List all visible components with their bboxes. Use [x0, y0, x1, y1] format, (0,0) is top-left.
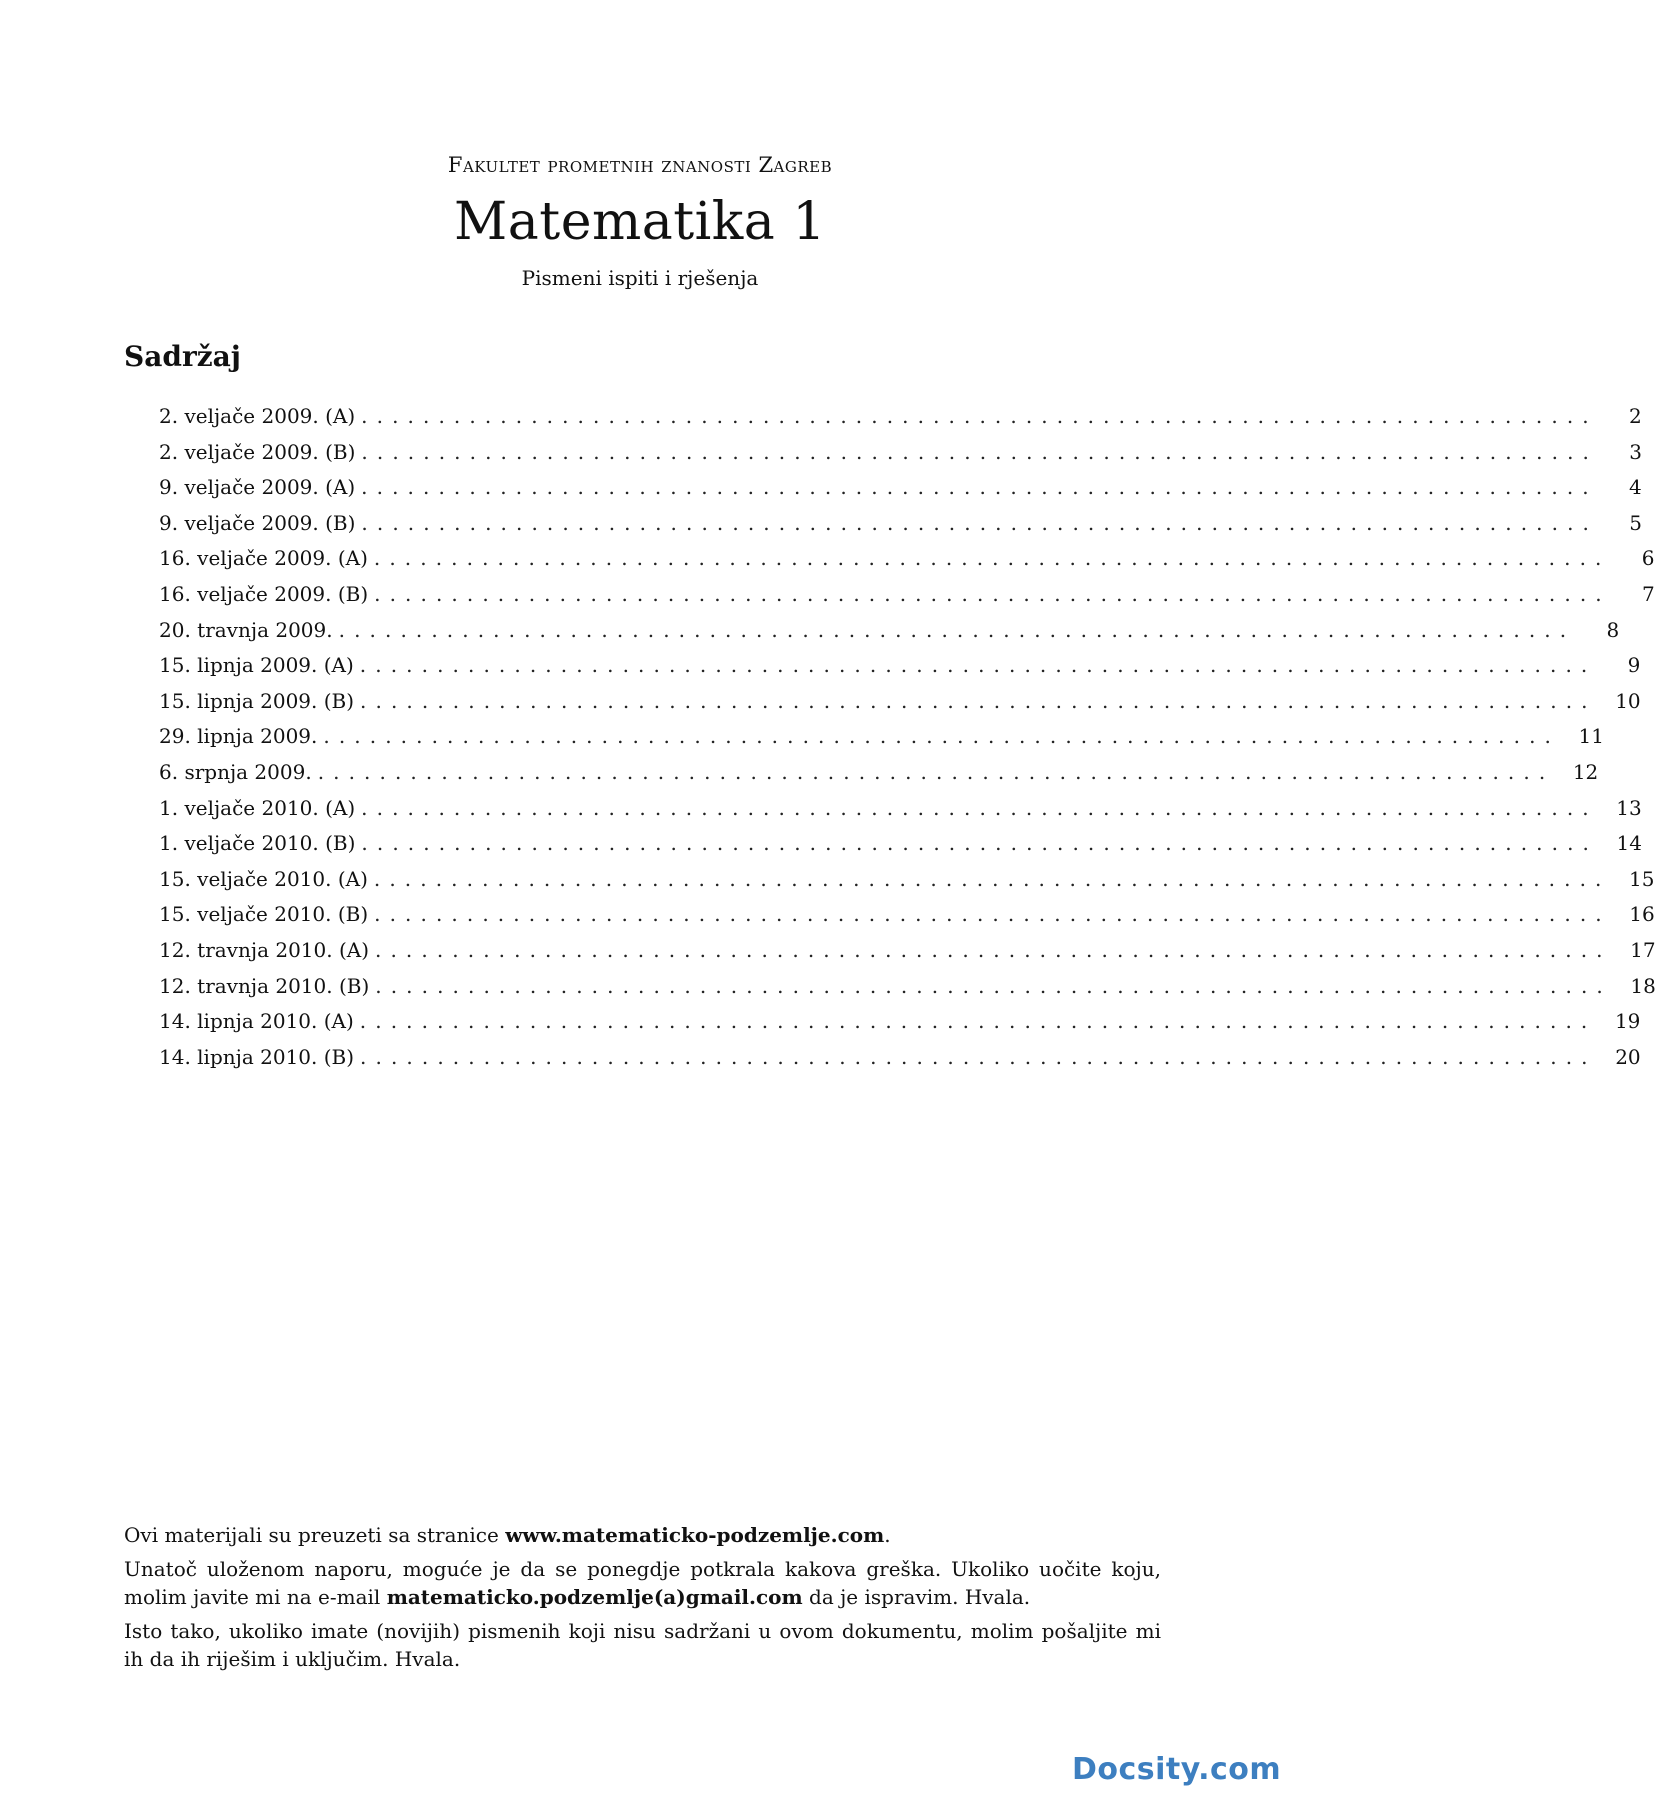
footer-source-text: Ovi materijali su preuzeti sa stranice — [124, 1523, 506, 1547]
toc-entry-label: 6. srpnja 2009. — [159, 759, 312, 784]
toc-leader-dots: ................................................................................ — [360, 688, 1597, 713]
document-subtitle: Pismeni ispiti i rješenja — [521, 266, 759, 290]
institution-name: Fakultet prometnih znanosti Zagreb — [447, 153, 833, 177]
toc-entry-page: 6 — [1641, 546, 1655, 571]
toc-leader-dots: ................................................................................ — [361, 475, 1598, 500]
toc-entry[interactable] — [159, 617, 1620, 654]
toc-entry-label: 9. veljače 2009. (B) — [159, 510, 356, 535]
toc-entry[interactable] — [159, 795, 1642, 832]
toc-leader-dots: ................................................................................ — [375, 973, 1612, 998]
toc-entry[interactable] — [159, 973, 1656, 1010]
footer-notes — [124, 1521, 1161, 1679]
toc-entry[interactable] — [159, 866, 1655, 903]
toc-leader-dots: ................................................................................ — [361, 795, 1598, 820]
toc-entry[interactable] — [159, 546, 1655, 582]
toc-entry-page: 11 — [1578, 724, 1604, 749]
toc-entry-page: 19 — [1614, 1009, 1641, 1034]
toc-entry-page: 12 — [1572, 759, 1599, 784]
footer-error-suffix: da je ispravim. Hvala. — [802, 1585, 1031, 1609]
toc-leader-dots: ................................................................................ — [373, 866, 1611, 891]
table-of-contents — [159, 404, 1656, 1080]
toc-entry-page: 16 — [1629, 902, 1655, 927]
toc-entry-label: 14. lipnja 2010. (A) — [159, 1009, 354, 1034]
toc-entry-page: 14 — [1616, 831, 1642, 856]
toc-entry[interactable] — [159, 404, 1642, 440]
toc-leader-dots: ................................................................................ — [359, 653, 1597, 678]
toc-entry-page: 18 — [1630, 973, 1656, 998]
toc-entry-label: 12. travnja 2010. (B) — [159, 973, 370, 998]
toc-entry-label: 2. veljače 2009. (A) — [159, 404, 356, 428]
toc-entry-label: 15. lipnja 2009. (A) — [159, 653, 354, 678]
toc-entry-page: 2 — [1629, 404, 1642, 428]
toc-entry-page: 9 — [1627, 653, 1641, 678]
footer-source-note — [124, 1521, 1161, 1549]
toc-entry[interactable] — [159, 510, 1642, 547]
toc-entry-label: 29. lipnja 2009. — [159, 724, 318, 749]
toc-entry-label: 20. travnja 2009. — [159, 617, 333, 642]
toc-entry-label: 16. veljače 2009. (B) — [159, 581, 369, 606]
toc-leader-dots: ................................................................................ — [361, 404, 1598, 428]
toc-entry[interactable] — [159, 831, 1642, 867]
footer-request-note: Isto tako, ukoliko imate (novijih) pismenih koji nisu sadržani u ovom dokumentu, molim pošaljite mi ih da ih riješim i uključim. Hvala. — [124, 1619, 1161, 1671]
toc-leader-dots: ................................................................................ — [373, 546, 1611, 571]
toc-entry[interactable] — [159, 688, 1641, 725]
footer-error-text: Unatoč uloženom naporu, moguće je da se ponegdje potkrala kakova greška. Ukoliko uočite koju, molim javite mi na e-mail — [124, 1557, 1161, 1609]
toc-entry-label: 14. lipnja 2010. (B) — [159, 1044, 355, 1069]
toc-entry-label: 15. veljače 2010. (B) — [159, 902, 369, 927]
toc-entry[interactable] — [159, 439, 1642, 476]
toc-entry-page: 15 — [1629, 866, 1655, 891]
toc-entry-page: 5 — [1629, 510, 1642, 535]
toc-leader-dots: ................................................................................ — [317, 759, 1555, 784]
toc-entry-page: 17 — [1630, 937, 1656, 962]
toc-entry-page: 13 — [1616, 795, 1642, 820]
toc-entry[interactable] — [159, 1009, 1641, 1045]
toc-leader-dots: ................................................................................ — [374, 581, 1611, 606]
toc-entry-label: 15. veljače 2010. (A) — [159, 866, 368, 891]
toc-leader-dots: ................................................................................ — [374, 902, 1611, 927]
toc-entry-label: 2. veljače 2009. (B) — [159, 439, 356, 464]
footer-error-note — [124, 1555, 1161, 1611]
footer-source-suffix: . — [884, 1523, 891, 1547]
toc-entry[interactable] — [159, 759, 1599, 796]
docsity-watermark: Docsity.com — [1072, 1752, 1282, 1787]
toc-entry[interactable] — [159, 653, 1641, 689]
toc-entry-page: 8 — [1606, 617, 1620, 642]
source-website-link[interactable]: www.matematicko-podzemlje.com — [505, 1523, 885, 1547]
toc-entry[interactable] — [159, 581, 1655, 618]
toc-entry-label: 1. veljače 2010. (B) — [159, 831, 356, 856]
toc-leader-dots: ................................................................................ — [361, 510, 1598, 535]
toc-entry-page: 10 — [1615, 688, 1641, 713]
document-title: Matematika 1 — [454, 192, 826, 252]
toc-leader-dots: ................................................................................ — [361, 439, 1598, 464]
toc-entry-page: 3 — [1629, 439, 1642, 464]
toc-entry-label: 15. lipnja 2009. (B) — [159, 688, 355, 713]
toc-leader-dots: ................................................................................ — [323, 724, 1560, 749]
toc-leader-dots: ................................................................................ — [375, 937, 1612, 962]
toc-entry-page: 7 — [1642, 581, 1655, 606]
toc-leader-dots: ................................................................................ — [360, 1044, 1597, 1069]
toc-entry-label: 9. veljače 2009. (A) — [159, 475, 356, 500]
toc-heading: Sadržaj — [124, 340, 241, 373]
toc-entry-label: 1. veljače 2010. (A) — [159, 795, 356, 820]
toc-leader-dots: ................................................................................ — [361, 831, 1598, 856]
toc-entry[interactable] — [159, 724, 1604, 760]
toc-leader-dots: ................................................................................ — [359, 1009, 1597, 1034]
contact-email[interactable]: matematicko.podzemlje(a)gmail.com — [386, 1585, 803, 1609]
toc-entry-page: 4 — [1629, 475, 1642, 500]
toc-entry[interactable] — [159, 902, 1655, 938]
toc-entry[interactable] — [159, 1044, 1641, 1081]
toc-entry-label: 12. travnja 2010. (A) — [159, 937, 370, 962]
toc-entry[interactable] — [159, 937, 1656, 974]
toc-entry[interactable] — [159, 475, 1642, 511]
toc-leader-dots: ................................................................................ — [338, 617, 1576, 642]
toc-entry-page: 20 — [1615, 1044, 1641, 1069]
toc-entry-label: 16. veljače 2009. (A) — [159, 546, 368, 571]
